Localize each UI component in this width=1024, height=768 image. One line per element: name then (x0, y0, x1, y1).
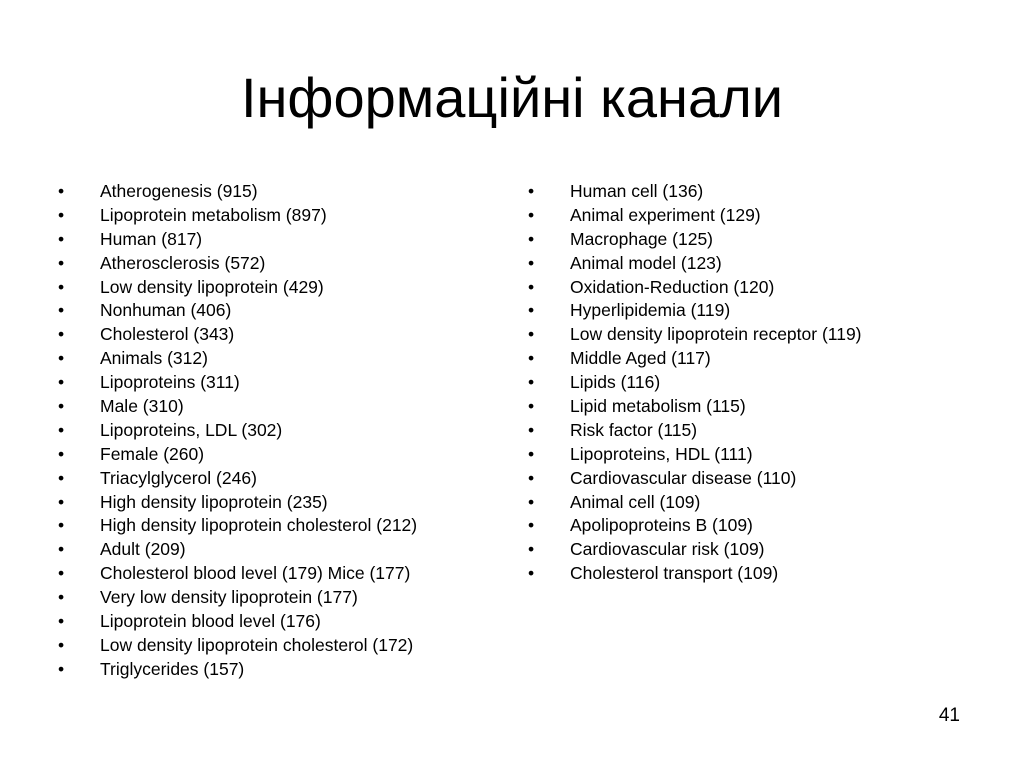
page-number: 41 (938, 705, 960, 726)
bullet-icon: • (58, 396, 65, 417)
bullet-icon: • (58, 252, 65, 273)
list-item-text: Lipids (116) (570, 372, 661, 393)
list-item-text: Triacylglycerol (246) (100, 467, 257, 488)
list-item-text: Cardiovascular disease (110) (570, 467, 797, 488)
list-item-text: Macrophage (125) (570, 228, 713, 249)
list-item-text: Apolipoproteins B (109) (570, 515, 753, 536)
list-item-text: Nonhuman (406) (100, 300, 232, 321)
list-item-text: Male (310) (100, 396, 184, 417)
bullet-icon: • (58, 419, 65, 440)
list-item-text: Adult (209) (100, 539, 186, 560)
bullet-icon: • (58, 181, 65, 201)
bullet-icon: • (528, 563, 535, 584)
list-item-text: Cholesterol transport (109) (570, 563, 779, 584)
bullet-icon: • (528, 419, 535, 440)
list-item-text: Atherogenesis (915) (100, 181, 258, 201)
list-item-text: Atherosclerosis (572) (100, 252, 266, 273)
bullet-icon: • (58, 634, 65, 655)
bullet-icon: • (58, 348, 65, 369)
bullet-icon: • (528, 467, 535, 488)
list-item-text: Lipid metabolism (115) (570, 396, 746, 417)
bullet-icon: • (58, 324, 65, 345)
list-item-text: Low density lipoprotein cholesterol (172) (100, 634, 414, 655)
bullet-icon: • (58, 372, 65, 393)
list-item-text: Middle Aged (117) (570, 348, 711, 369)
list-item-text: Lipoproteins, HDL (111) (570, 443, 753, 464)
bullet-icon: • (528, 396, 535, 417)
bullet-icon: • (58, 228, 65, 249)
list-item-text: Oxidation-Reduction (120) (570, 276, 775, 297)
list-item-text: Cardiovascular risk (109) (570, 539, 765, 560)
list-item-text: Lipoproteins, LDL (302) (100, 419, 283, 440)
list-item-text: Animal cell (109) (570, 491, 701, 512)
bullet-icon: • (528, 324, 535, 345)
list-item-text: Female (260) (100, 443, 205, 464)
list-item-text: High density lipoprotein cholesterol (212) (100, 515, 418, 536)
list-item-text: Human (817) (100, 228, 203, 249)
list-item-text: Low density lipoprotein (429) (100, 276, 324, 297)
list-item-text: High density lipoprotein (235) (100, 491, 328, 512)
bullet-icon: • (528, 491, 535, 512)
list-item-text: Animal experiment (129) (570, 204, 761, 225)
list-item-text: Animals (312) (100, 348, 208, 369)
bullet-icon: • (528, 300, 535, 321)
bullet-icon: • (58, 491, 65, 512)
slide-title: Інформаційні канали (240, 66, 784, 129)
bullet-icon: • (58, 443, 65, 464)
bullet-icon: • (58, 276, 65, 297)
list-item-text: Human cell (136) (570, 181, 704, 201)
bullet-icon: • (58, 611, 65, 632)
list-item-text: Triglycerides (157) (100, 658, 245, 679)
bullet-icon: • (528, 228, 535, 249)
list-item-text: Risk factor (115) (570, 419, 698, 440)
bullet-icon: • (58, 587, 65, 608)
bullet-icon: • (528, 372, 535, 393)
bullet-icon: • (528, 539, 535, 560)
list-item-text: Cholesterol (343) (100, 324, 235, 345)
bullet-icon: • (528, 515, 535, 536)
list-item-text: Very low density lipoprotein (177) (100, 587, 358, 608)
bullet-icon: • (58, 658, 65, 679)
bullet-icon: • (58, 204, 65, 225)
bullet-icon: • (58, 300, 65, 321)
bullet-icon: • (528, 204, 535, 225)
list-item-text: Low density lipoprotein receptor (119) (570, 324, 862, 345)
bullet-icon: • (58, 539, 65, 560)
list-item-text: Lipoproteins (311) (100, 372, 240, 393)
list-item-text: Hyperlipidemia (119) (570, 300, 731, 321)
bullet-icon: • (58, 563, 65, 584)
bullet-icon: • (528, 443, 535, 464)
bullet-icon: • (528, 181, 535, 201)
list-item-text: Animal model (123) (570, 252, 722, 273)
bullet-icon: • (528, 348, 535, 369)
bullet-icon: • (58, 515, 65, 536)
bullet-icon: • (58, 467, 65, 488)
list-item-text: Lipoprotein metabolism (897) (100, 204, 327, 225)
bullet-icon: • (528, 252, 535, 273)
list-item-text: Cholesterol blood level (179) Mice (177) (100, 563, 411, 584)
bullet-icon: • (528, 276, 535, 297)
list-item-text: Lipoprotein blood level (176) (100, 611, 321, 632)
